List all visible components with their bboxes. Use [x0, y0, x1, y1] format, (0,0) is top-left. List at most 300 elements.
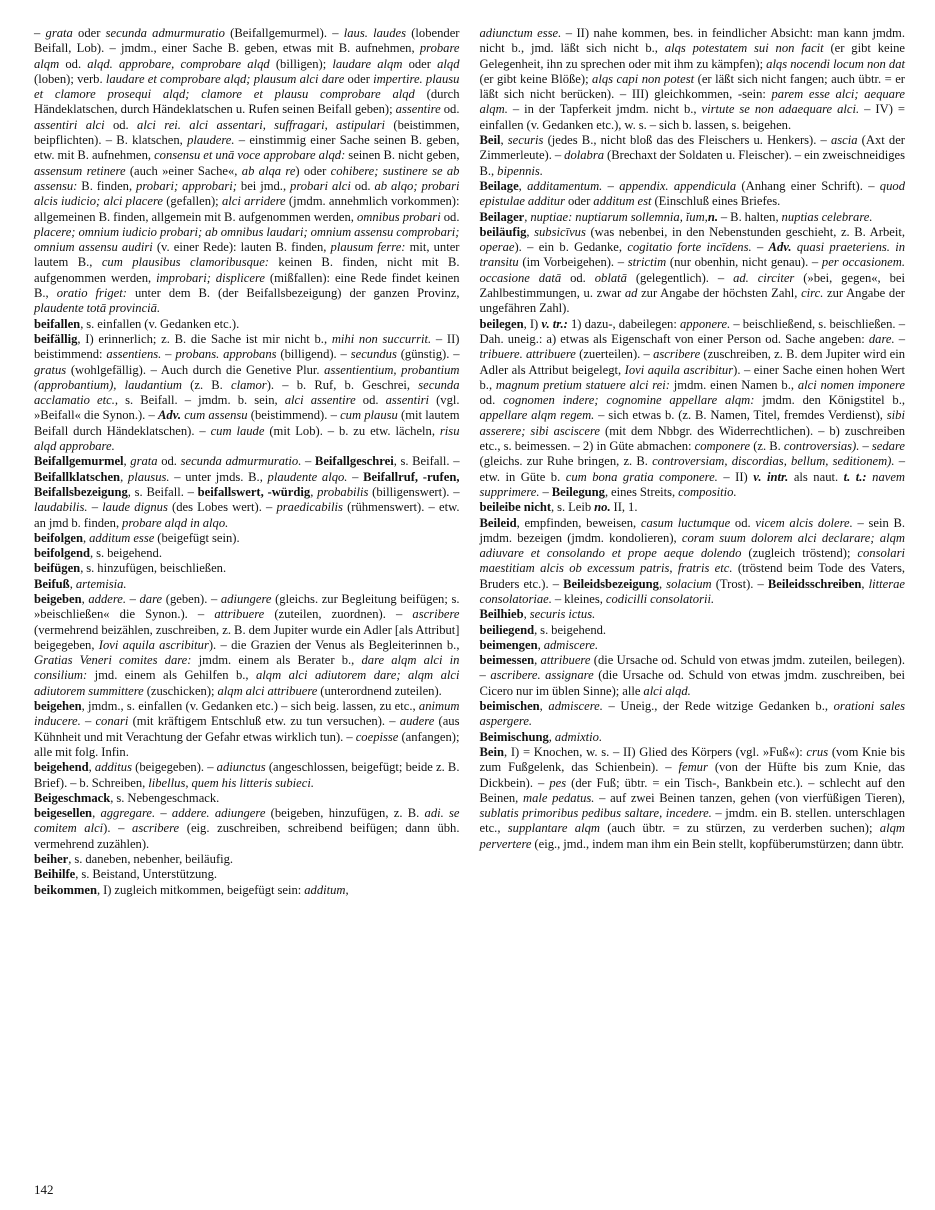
- text-segment: beigesellen: [34, 806, 93, 821]
- text-segment: Beigeschmack: [34, 790, 111, 805]
- text-segment: additum,: [304, 882, 349, 897]
- text-segment: (geben). –: [162, 591, 221, 606]
- text-segment: sedare: [871, 439, 905, 454]
- text-segment: plaudente alqo.: [267, 469, 348, 484]
- text-segment: cum laude: [210, 423, 265, 438]
- text-segment: jmdm. den Königstitel b.,: [754, 393, 905, 408]
- text-segment: ,: [120, 469, 128, 484]
- text-segment: (wohlgefällig). – Auch durch die Genetive Plur.: [66, 362, 325, 377]
- text-segment: , I) = Knochen, w. s. – II) Glied des Körpers (vgl. »Fuß«):: [504, 744, 807, 759]
- text-segment: – II): [717, 469, 754, 484]
- text-segment: magnum pretium statuere alci rei:: [495, 377, 670, 392]
- text-segment: plaudente totā provinciā.: [34, 301, 161, 316]
- page-number: 142: [34, 1182, 54, 1197]
- dictionary-entry: [480, 179, 906, 210]
- text-segment: clamor: [231, 377, 267, 392]
- text-segment: ,: [81, 591, 89, 606]
- text-segment: , s. Nebengeschmack.: [110, 790, 220, 805]
- dictionary-entry: [34, 760, 460, 791]
- text-segment: (mißfallen): eine Rede findet keinen B.,: [34, 270, 460, 301]
- dictionary-entry: [480, 745, 906, 852]
- text-segment: ,: [523, 607, 530, 622]
- dictionary-entry: [480, 317, 906, 501]
- text-segment: (zuschreiben, z. B. dem Jupiter wird ein Adler als Attribut beigelegt,: [479, 347, 905, 377]
- text-segment: plausum ferre:: [330, 240, 406, 255]
- text-segment: (er läßt sich nicht fangen; auch übtr. = er läßt sich nicht berücken). – III) gleichkommen, -sein:: [479, 71, 905, 102]
- text-segment: Bein: [479, 744, 504, 759]
- text-segment: –: [347, 469, 364, 484]
- text-segment: dolabra: [564, 148, 605, 163]
- text-segment: od.: [157, 454, 181, 469]
- text-segment: ,: [69, 576, 76, 591]
- text-segment: (»bei, gegen«, bei Zahlbestimmungen, u. zwar: [479, 270, 905, 301]
- text-segment: ascribere: [653, 347, 701, 362]
- text-segment: grata: [130, 454, 158, 469]
- text-segment: , empfinden, beweisen,: [516, 515, 641, 530]
- text-segment: alqm alci adiutorem dare; alqm alci adiutorem summittere: [34, 668, 460, 698]
- text-segment: (zuschicken);: [143, 683, 218, 698]
- text-segment: od.: [440, 209, 460, 224]
- text-segment: ,: [548, 729, 555, 744]
- text-segment: supplantare alqm: [507, 821, 600, 836]
- text-segment: Beihilfe: [34, 867, 76, 882]
- text-segment: Adv.: [158, 408, 181, 423]
- text-segment: beimengen: [479, 637, 538, 652]
- text-segment: 1) dazu-, dabeilegen:: [567, 316, 680, 331]
- dictionary-entry: [480, 607, 906, 622]
- text-segment: oblatā: [594, 270, 627, 285]
- text-segment: (jedes B., nicht bloß das des Fleischers u. Henkers). –: [543, 133, 831, 148]
- text-segment: probari; approbari;: [136, 178, 237, 193]
- text-segment: v. tr.:: [541, 316, 568, 331]
- text-segment: beiher: [34, 852, 69, 867]
- dictionary-entry: [34, 699, 460, 760]
- text-segment: (gleichs. zur Ruhe bringen, z. B.: [479, 454, 653, 469]
- text-segment: – Uneig., der Rede witzige Gedanken b.,: [602, 699, 834, 714]
- text-segment: animum inducere. – conari: [34, 699, 460, 729]
- text-segment: ). –: [103, 821, 133, 836]
- text-segment: (billigenswert). –: [368, 484, 460, 499]
- text-segment: B. finden,: [77, 178, 137, 193]
- left-column: [34, 26, 460, 898]
- text-segment: solacium: [666, 576, 712, 591]
- text-segment: od.: [350, 178, 375, 193]
- text-segment: , I) zugleich mitkommen, beigefügt sein:: [96, 882, 305, 897]
- text-segment: alqs potestatem sui non facit: [664, 41, 824, 56]
- text-segment: (Trost). –: [711, 576, 768, 591]
- dictionary-entry: [480, 225, 906, 317]
- text-segment: beiläufig: [479, 224, 527, 239]
- text-segment: cohibere; sustinere se ab assensu:: [34, 163, 460, 193]
- text-segment: ,: [534, 653, 541, 668]
- text-segment: artemisia.: [75, 576, 127, 591]
- text-segment: audere: [399, 714, 435, 729]
- text-segment: beigehend: [34, 760, 89, 775]
- text-segment: zur Angabe der ungefähren Zahl).: [479, 286, 905, 316]
- text-segment: (die Ursache od. Schuld von etwas jmdm. zuschreiben, bei Cicero nur im üblen Sinne); alle: [479, 668, 905, 698]
- text-segment: s. Beifall. – jmdm. b. sein,: [118, 393, 285, 408]
- text-segment: – etw. in Güte b.: [479, 454, 905, 484]
- text-segment: (billigen);: [269, 56, 333, 71]
- text-segment: alqm alci attribuere: [217, 683, 318, 698]
- text-segment: beifolgend: [34, 546, 90, 561]
- text-segment: Beifallgemurmel: [34, 454, 124, 469]
- text-segment: praedicabilis: [276, 500, 343, 515]
- text-segment: – kleines,: [551, 591, 606, 606]
- text-segment: codicilli consolatorii.: [605, 591, 715, 606]
- text-segment: laudabilis.: [34, 500, 88, 515]
- text-segment: probare alqd in alqo.: [122, 515, 229, 530]
- text-segment: litterae consolatoriae.: [479, 576, 905, 606]
- text-segment: adiunctus: [216, 760, 266, 775]
- text-segment: od.: [355, 393, 386, 408]
- text-segment: subsicīvus: [534, 224, 586, 239]
- text-segment: – unter jmds. B.,: [169, 469, 268, 484]
- text-segment: quasi praeteriens. in transitu: [479, 240, 906, 270]
- text-segment: alci assentire: [284, 393, 356, 408]
- text-segment: grata: [45, 26, 73, 40]
- text-segment: assensum retinere: [34, 163, 126, 178]
- text-segment: improbari; displicere: [156, 270, 265, 285]
- text-segment: , s. Beifall. –: [127, 484, 198, 499]
- text-segment: Beileidsbezeigung: [563, 576, 659, 591]
- dictionary-entry: [480, 500, 906, 515]
- text-segment: probabilis: [317, 484, 369, 499]
- text-segment: (beigeben, hinzufügen, z. B.: [265, 806, 425, 821]
- text-segment: (v. einer Rede): lauten B. finden,: [152, 240, 331, 255]
- text-segment: beikommen: [34, 882, 97, 897]
- text-segment: (angeschlossen, beigefügt; beide z. B. Brief). – b. Schreiben,: [34, 760, 460, 790]
- text-segment: oratio friget:: [56, 286, 127, 301]
- text-segment: ). – ein b. Gedanke,: [514, 240, 628, 255]
- text-segment: securis: [507, 133, 544, 148]
- text-segment: ). – b. Ruf, b. Geschrei,: [266, 377, 419, 392]
- text-segment: Adv.: [768, 240, 792, 255]
- text-segment: additus: [94, 760, 132, 775]
- text-segment: risu alqd approbare.: [34, 423, 460, 454]
- text-segment: (gleichs. zur Begleitung beifügen; s. »beischließen« die Synon.). –: [34, 591, 460, 622]
- text-segment: bei jmd.,: [236, 178, 291, 193]
- text-segment: –: [602, 178, 620, 193]
- text-segment: (was nebenbei, in den Nebenstunden geschieht, z. B. Arbeit,: [585, 224, 905, 239]
- text-segment: – IV) = einfallen (v. Gedanken etc.), w. s. – sich b. lassen, s. beigehen.: [479, 102, 906, 132]
- text-segment: parem esse alci; aequare alqm.: [479, 87, 905, 117]
- text-segment: dare. – tribuere. attribuere: [479, 331, 905, 362]
- text-segment: (vermehrend beizählen, zuschreiben, z. B. dem Jupiter wurde ein Adler [als Attribut] beigegeben,: [34, 622, 460, 652]
- text-segment: laude dignus: [102, 500, 168, 515]
- text-segment: addere. – dare: [88, 591, 163, 606]
- dictionary-entry: [34, 546, 460, 561]
- text-segment: ,: [658, 576, 667, 591]
- dictionary-entry: [34, 454, 460, 530]
- text-segment: ,: [92, 806, 101, 821]
- text-segment: (des Lobes wert). –: [167, 500, 277, 515]
- text-segment: , jmdm., s. einfallen (v. Gedanken etc.) – sich beig. lassen, zu etc.,: [81, 699, 419, 714]
- text-segment: additum esse: [89, 530, 155, 545]
- text-segment: assentire: [395, 102, 441, 117]
- text-segment: alci nomen imponere: [797, 377, 905, 392]
- text-segment: (beistimmen, beipflichten). – B. klatschen,: [34, 117, 460, 148]
- text-segment: (die Ursache od. Schuld von etwas jmdm. zuteilen, beilegen). –: [479, 653, 905, 683]
- text-segment: –: [155, 806, 172, 821]
- text-segment: adiungere: [220, 591, 272, 606]
- text-segment: (Anhang einer Schrift). –: [736, 178, 880, 193]
- text-segment: beifällig: [34, 331, 78, 346]
- text-segment: assentientium, probantium (approbantium), laudantium: [34, 362, 460, 392]
- text-segment: Iovi aquila ascribitur: [624, 362, 734, 377]
- text-segment: gratus: [34, 362, 67, 377]
- text-segment: ,: [310, 484, 318, 499]
- text-segment: (zuteilen, zuordnen). –: [264, 607, 413, 622]
- dictionary-entry: [480, 638, 906, 653]
- text-segment: bipennis.: [497, 163, 543, 178]
- text-segment: (unterordnend zuteilen).: [317, 683, 442, 698]
- text-segment: additum est: [593, 194, 652, 209]
- text-segment: (beigefügt sein).: [154, 530, 240, 545]
- text-segment: jmdm. einem als Berater b.,: [191, 653, 362, 668]
- text-segment: jmd. einem als Gehilfen b.,: [87, 668, 256, 683]
- text-segment: compositio.: [678, 484, 737, 499]
- dictionary-entry: [480, 26, 906, 133]
- text-segment: (loben); verb.: [34, 71, 106, 86]
- text-segment: Gratias Veneri comites dare:: [34, 653, 192, 668]
- text-segment: (der Fuß; übtr. = ein Tisch-, Bankbein etc.). – schlecht auf den Beinen,: [479, 775, 905, 805]
- text-segment: –: [859, 439, 872, 454]
- text-segment: (vgl. »Beifall« die Synon.). –: [34, 393, 460, 423]
- dictionary-entry: [34, 577, 460, 592]
- text-segment: ,: [123, 454, 131, 469]
- text-segment: – beischließend, s. beischließen. – Dah. uneig.: a) etwas als Eigenschaft von einer Person od. Sache angeben:: [479, 316, 905, 346]
- text-segment: (z. B.: [182, 377, 232, 392]
- text-segment: beifolgen: [34, 530, 83, 545]
- dictionary-entry: [34, 883, 460, 898]
- text-segment: casum luctumque: [640, 515, 731, 530]
- text-columns: [34, 26, 905, 898]
- text-segment: laudare et comprobare alqd; plausum alci dare: [105, 71, 345, 86]
- text-segment: als naut.: [788, 469, 844, 484]
- text-segment: , s. beigehend.: [89, 546, 162, 561]
- text-segment: ascribere: [412, 607, 460, 622]
- text-segment: Beilager: [479, 209, 525, 224]
- text-segment: Iovi aquila ascribitur: [98, 637, 209, 652]
- text-segment: probari alci: [290, 178, 351, 193]
- text-segment: componere: [694, 439, 751, 454]
- dictionary-entry: [34, 791, 460, 806]
- text-segment: , s. einfallen (v. Gedanken etc.).: [80, 316, 240, 331]
- text-segment: , I): [523, 316, 542, 331]
- text-segment: (nur obenhin, nicht genau). –: [666, 255, 822, 270]
- text-segment: cum plausu: [340, 408, 398, 423]
- text-segment: no.: [594, 500, 611, 515]
- text-segment: sublatis primoribus pedibus saltare, incedere.: [479, 806, 712, 821]
- text-segment: consolari maestitiam alcis ob excessum patris, fratris etc.: [479, 546, 905, 576]
- text-segment: placere; omnium iudicio probari; ab omnibus laudari; omnium assensu comprobari; omnium assensu audiri: [34, 224, 460, 255]
- text-segment: femur: [678, 760, 708, 775]
- text-segment: (mit lautem Beifall durch Händeklatschen). –: [34, 408, 460, 438]
- dictionary-entry: [480, 210, 906, 225]
- text-segment: zur Angabe der höchsten Zahl,: [637, 286, 802, 301]
- text-segment: beileibe nicht: [479, 500, 552, 515]
- text-segment: ab alqo; probari alcis iudicio; alci placere: [34, 178, 460, 209]
- text-segment: beimessen: [479, 653, 535, 668]
- text-segment: plausus.: [127, 469, 170, 484]
- text-segment: mit, unter lautem B.,: [34, 240, 460, 270]
- text-segment: (beigegeben). –: [132, 760, 217, 775]
- text-segment: Beilegung: [551, 484, 605, 499]
- text-segment: (günstig). –: [396, 347, 460, 362]
- text-segment: t. t.:: [843, 469, 867, 484]
- text-segment: , s. Leib: [551, 500, 595, 515]
- text-segment: (billigend). –: [276, 347, 351, 362]
- text-segment: alci rei. alci assentari, suffragari, astipulari: [137, 117, 386, 132]
- text-segment: Beileid: [479, 515, 517, 530]
- text-segment: – jmdm. ein B. stellen. unterschlagen etc.,: [479, 806, 906, 836]
- text-segment: ,: [524, 209, 531, 224]
- text-segment: (gefallen);: [162, 194, 222, 209]
- text-segment: assentiens. – probans. approbans: [106, 347, 277, 362]
- text-segment: appellare alqm regem.: [479, 408, 595, 423]
- text-segment: nuptiae: nuptiarum sollemnia, ĭum,: [530, 209, 708, 224]
- text-segment: plaudere.: [187, 133, 235, 148]
- text-segment: attribuere: [540, 653, 591, 668]
- text-segment: ab alqa re: [241, 163, 296, 178]
- text-segment: (vom Knie bis zum Fußgelenk, das Schienbein). –: [479, 744, 905, 775]
- text-segment: (tröstend beim Tode des Vaters, Bruders etc.). –: [479, 561, 905, 591]
- text-segment: od.: [479, 393, 504, 408]
- text-segment: keinen B. finden, nicht mit B. aufgenommen werden,: [34, 255, 460, 285]
- text-segment: Beimischung: [479, 729, 549, 744]
- text-segment: – sich etwas b. (z. B. Namen, Titel, fremdes Verdienst),: [594, 408, 887, 423]
- text-segment: navem supprimere.: [479, 469, 906, 499]
- text-segment: (im Vorbeigehen). –: [518, 255, 628, 270]
- text-segment: – auf zwei Beinen tanzen, gehen (von vierfüßigen Tieren),: [594, 790, 905, 805]
- text-segment: (anfangen); alle mit folg. Infin.: [34, 729, 460, 759]
- text-segment: ,: [518, 178, 528, 193]
- text-segment: , I) erinnerlich; z. B. die Sache ist mir nicht b.,: [77, 331, 332, 346]
- text-segment: pes: [549, 775, 567, 790]
- dictionary-entry: [34, 561, 460, 576]
- text-segment: strictim: [627, 255, 667, 270]
- text-segment: Beileidsschreiben: [767, 576, 862, 591]
- text-segment: Beilage: [479, 178, 519, 193]
- text-segment: Beilhieb: [479, 607, 524, 622]
- text-segment: admiscere.: [543, 637, 599, 652]
- text-segment: –: [34, 26, 46, 40]
- text-segment: – B. halten,: [717, 209, 782, 224]
- text-segment: Beifallruf, -rufen, Beifallsbezeigung: [34, 469, 460, 499]
- dictionary-entry: [480, 699, 906, 730]
- text-segment: Beifuß: [34, 576, 70, 591]
- text-segment: attribuere: [214, 607, 265, 622]
- text-segment: oder: [402, 56, 438, 71]
- text-segment: (beistimmend). –: [247, 408, 341, 423]
- text-segment: ad: [624, 286, 638, 301]
- text-segment: coram suum dolorem alci declarare; alqm adiuvare et consolando et prope aeque dolendo: [479, 530, 905, 561]
- text-segment: –: [539, 484, 552, 499]
- text-segment: (zuerteilen). –: [575, 347, 654, 362]
- dictionary-entry: [34, 852, 460, 867]
- text-segment: adi. se comitem alci: [34, 806, 460, 836]
- text-segment: admixtio.: [554, 729, 603, 744]
- text-segment: (eig. zuschreiben, schreibend beifügen; dann übh. vermehrend zuzählen).: [34, 821, 460, 851]
- text-segment: , s. daneben, nebenher, beiläufig.: [68, 852, 234, 867]
- text-segment: (Einschluß eines Briefes.: [651, 194, 781, 209]
- text-segment: sibi asserere; sibi asciscere: [479, 408, 905, 438]
- text-segment: ,: [537, 637, 544, 652]
- text-segment: , s. Beifall. –: [393, 454, 460, 469]
- text-segment: ,: [539, 699, 549, 714]
- dictionary-entry: [480, 516, 906, 608]
- text-segment: additamentum.: [527, 178, 603, 193]
- text-segment: od.: [561, 270, 595, 285]
- text-segment: oder: [72, 26, 106, 40]
- text-segment: ,: [500, 133, 508, 148]
- text-segment: alci alqd.: [643, 683, 691, 698]
- text-segment: orationi sales aspergere.: [479, 699, 905, 729]
- text-segment: –: [751, 240, 769, 255]
- text-segment: laus. laudes: [343, 26, 407, 40]
- text-segment: (er gibt keine Blöße);: [479, 71, 593, 86]
- text-segment: beifallen: [34, 316, 81, 331]
- text-segment: beimischen: [479, 699, 540, 714]
- text-segment: ad. circiter: [733, 270, 795, 285]
- text-segment: –: [301, 454, 315, 469]
- text-segment: od.: [730, 515, 756, 530]
- text-segment: , s. Beistand, Unterstützung.: [75, 867, 218, 882]
- text-segment: cognomen indere; cognomine appellare alqm:: [503, 393, 755, 408]
- text-segment: secundus: [350, 347, 397, 362]
- text-segment: beigeben: [34, 591, 82, 606]
- text-segment: libellus, quem his litteris subieci.: [148, 775, 314, 790]
- text-segment: secunda admurmuratio.: [180, 454, 302, 469]
- text-segment: cogitatio forte incīdens.: [627, 240, 752, 255]
- text-segment: (zugleich tröstend);: [741, 546, 858, 561]
- right-column: [480, 26, 906, 898]
- text-segment: secunda acclamatio etc.,: [34, 377, 460, 408]
- text-segment: , s. hinzufügen, beischließen.: [80, 561, 227, 576]
- text-segment: oder: [565, 194, 594, 209]
- text-segment: beifallswert, -würdig: [197, 484, 311, 499]
- text-segment: circ.: [801, 286, 824, 301]
- text-segment: – in der Tapferkeit jmdm. nicht b.,: [507, 102, 702, 117]
- text-segment: cum plausibus clamoribusque:: [101, 255, 269, 270]
- text-segment: male pedatus.: [522, 790, 595, 805]
- text-segment: probare alqm: [34, 41, 460, 71]
- text-segment: (mit kräftigem Entschluß etw. zu tun versuchen). –: [128, 714, 400, 729]
- text-segment: controversiam, discordias, bellum, seditionem).: [652, 454, 895, 469]
- text-segment: (jmdm. annehmlich vorkommen): allgemeinen B. finden, allgemein mit B. aufgenommen werden,: [34, 194, 460, 224]
- dictionary-entry: [480, 623, 906, 638]
- text-segment: aggregare.: [100, 806, 156, 821]
- text-segment: (auch übtr. = zu stürzen, zu verderben suchen);: [599, 821, 880, 836]
- text-segment: apponere.: [679, 316, 731, 331]
- text-segment: v. intr.: [753, 469, 789, 484]
- text-segment: (aus Kühnheit und mit Verachtung der Gefahr etwas wirklich tun). –: [34, 714, 460, 744]
- dictionary-entry: [34, 592, 460, 699]
- text-segment: (gelegentlich). –: [626, 270, 734, 285]
- dictionary-entry: [34, 867, 460, 882]
- text-segment: (auch »einer Sache«,: [125, 163, 242, 178]
- text-segment: oder: [344, 71, 374, 86]
- text-segment: controversias).: [783, 439, 860, 454]
- text-segment: (von der Hüfte bis zum Knie, das Dickbein). –: [479, 760, 905, 790]
- text-segment: assentiri alci: [34, 117, 105, 132]
- text-segment: alqs nocendi locum non dat: [766, 56, 905, 71]
- text-segment: dare alqm alci in consilium:: [34, 653, 460, 683]
- text-segment: quod epistulae additur: [479, 178, 905, 209]
- text-segment: seinen B. nicht geben,: [345, 148, 460, 163]
- text-segment: – II) beistimmend:: [34, 331, 460, 362]
